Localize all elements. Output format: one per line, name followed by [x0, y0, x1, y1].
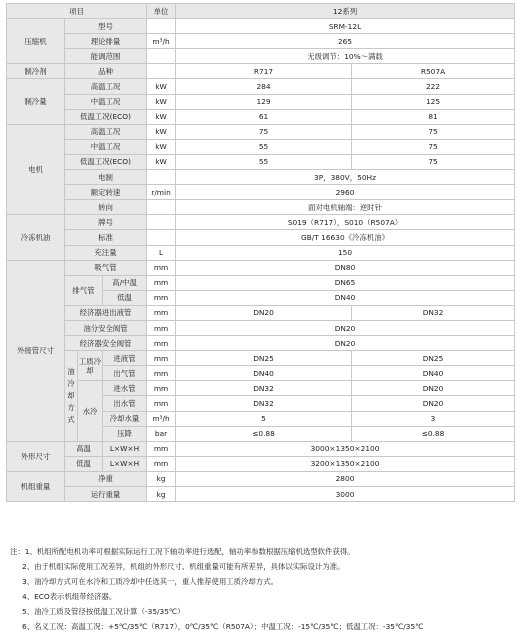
cooling-row-r717: 284: [176, 79, 352, 94]
table-row: [7, 64, 515, 79]
note-line: 注：1、机组所配电机功率可根据实际运行工况下轴功率进行选配，轴功率参数根据压缩机选型软件获得。: [10, 547, 355, 556]
cooling-row-unit: kW: [147, 109, 176, 124]
refrigerant-r717: R717: [176, 64, 352, 79]
table-row: [7, 185, 515, 200]
pressure-r717: ≤0.88: [176, 426, 352, 441]
water-qty-r507a: 3: [352, 411, 515, 426]
in-water-r717: DN32: [176, 381, 352, 396]
header-series: 12系列: [176, 4, 515, 19]
out-gas-r507a: DN40: [352, 366, 515, 381]
dims-low-unit: mm: [147, 456, 176, 471]
discharge-low-unit: mm: [147, 290, 176, 305]
model-unit: [147, 19, 176, 34]
table-row: [7, 487, 515, 502]
out-gas-unit: mm: [147, 366, 176, 381]
oil-label: 冷冻机油: [7, 215, 65, 260]
motor-row-r717: 55: [176, 154, 352, 169]
eco-r507a: DN32: [352, 305, 515, 320]
pressure-unit: bar: [147, 426, 176, 441]
suction-value: DN80: [176, 260, 515, 275]
oil-brand-value: S019（R717），S010（R507A）: [176, 215, 515, 230]
weight-run-label: 运行重量: [65, 487, 147, 502]
table-row: [7, 19, 515, 34]
out-water-unit: mm: [147, 396, 176, 411]
table-row: [7, 79, 515, 94]
table-row: [7, 124, 515, 139]
table-row: [7, 154, 515, 169]
refrigerant-unit: [147, 64, 176, 79]
table-row: [7, 245, 515, 260]
out-water-r507a: DN20: [352, 396, 515, 411]
table-row: [7, 456, 515, 471]
spec-table: [6, 3, 515, 502]
suction-unit: mm: [147, 260, 176, 275]
oil-std-label: 标准: [65, 230, 147, 245]
disp-value: 265: [176, 34, 515, 49]
disp-unit: m³/h: [147, 34, 176, 49]
cooling-row-name: 中温工况: [65, 94, 147, 109]
range-unit: [147, 49, 176, 64]
weight-net-label: 净重: [65, 471, 147, 486]
model-label: 型号: [65, 19, 147, 34]
table-row: [7, 230, 515, 245]
dims-label: 外形尺寸: [7, 441, 65, 471]
water-qty-unit: m³/h: [147, 411, 176, 426]
oil-brand-unit: [147, 215, 176, 230]
header-item: 项目: [7, 4, 147, 19]
motor-row-r507a: 75: [352, 154, 515, 169]
note-line: 5、油冷工质及管径按低温工况计算（-35/35℃）: [22, 607, 185, 616]
cooling-row-r717: 61: [176, 109, 352, 124]
rotation-label: 转向: [65, 200, 147, 215]
motor-label: 电机: [7, 124, 65, 215]
in-liq-r507a: DN25: [352, 351, 515, 366]
table-row: [7, 260, 515, 275]
in-water-r507a: DN20: [352, 381, 515, 396]
cooling-row-r507a: 81: [352, 109, 515, 124]
weight-run-value: 3000: [176, 487, 515, 502]
table-row: [7, 49, 515, 64]
weight-label: 机组重量: [7, 471, 65, 501]
discharge-low-value: DN40: [176, 290, 515, 305]
table-row: [7, 441, 515, 456]
discharge-low-label: 低温: [103, 290, 147, 305]
out-water-label: 出水管: [103, 396, 147, 411]
dims-low-value: 3200×1350×2100: [176, 456, 515, 471]
oil-brand-label: 牌号: [65, 215, 147, 230]
cooling-label: 制冷量: [7, 79, 65, 124]
range-label: 能调范围: [65, 49, 147, 64]
motor-row-r717: 55: [176, 139, 352, 154]
table-row: [7, 471, 515, 486]
table-row: [7, 351, 515, 366]
motor-row-r507a: 75: [352, 139, 515, 154]
refrigerant-label: 制冷剂: [7, 64, 65, 79]
weight-run-unit: kg: [147, 487, 176, 502]
work-fluid-label: 工质冷却: [78, 351, 103, 381]
power-unit: [147, 170, 176, 185]
dims-low-label: 低温: [65, 456, 103, 471]
in-liq-unit: mm: [147, 351, 176, 366]
motor-row-name: 高温工况: [65, 124, 147, 139]
table-row: [7, 94, 515, 109]
motor-row-r507a: 75: [352, 124, 515, 139]
motor-row-unit: kW: [147, 139, 176, 154]
power-value: 3P，380V，50Hz: [176, 170, 515, 185]
speed-value: 2960: [176, 185, 515, 200]
discharge-label: 排气管: [65, 275, 103, 305]
dims-high-unit: mm: [147, 441, 176, 456]
table-row: [7, 275, 515, 290]
weight-net-unit: kg: [147, 471, 176, 486]
table-row: [7, 215, 515, 230]
table-row: [7, 34, 515, 49]
discharge-hm-unit: mm: [147, 275, 176, 290]
oil-std-value: GB/T 16630《冷冻机油》: [176, 230, 515, 245]
note-line: 2、由于机组实际使用工况差异，机组的外形尺寸、机组重量可能有所差异，具体以实际设计为准。: [22, 562, 345, 571]
water-qty-label: 冷却水量: [103, 411, 147, 426]
oil-charge-value: 150: [176, 245, 515, 260]
table-row: [7, 139, 515, 154]
dims-low-lwh: L×W×H: [103, 456, 147, 471]
table-row: [7, 200, 515, 215]
oil-std-unit: [147, 230, 176, 245]
oil-charge-label: 充注量: [65, 245, 147, 260]
pressure-r507a: ≤0.88: [352, 426, 515, 441]
cool-method-label: 油冷却方式: [65, 351, 78, 442]
disp-label: 理论排量: [65, 34, 147, 49]
header-unit: 单位: [147, 4, 176, 19]
table-row: [7, 320, 515, 335]
oilsafe-label: 油分安全阀管: [65, 320, 147, 335]
discharge-hm-value: DN65: [176, 275, 515, 290]
note-line: 6、名义工况：高温工况：+5℃/35℃（R717），0℃/35℃（R507A）；中温工况：-15℃/35℃；低温工况：-35℃/35℃: [22, 622, 424, 631]
dims-high-label: 高温: [65, 441, 103, 456]
cooling-row-name: 低温工况(ECO): [65, 109, 147, 124]
cooling-row-unit: kW: [147, 94, 176, 109]
header-row: [7, 4, 515, 19]
speed-label: 额定转速: [65, 185, 147, 200]
eco-r717: DN20: [176, 305, 352, 320]
cooling-row-r507a: 222: [352, 79, 515, 94]
out-gas-label: 出气管: [103, 366, 147, 381]
out-water-r717: DN32: [176, 396, 352, 411]
out-gas-r717: DN40: [176, 366, 352, 381]
table-row: [7, 305, 515, 320]
cooling-row-name: 高温工况: [65, 79, 147, 94]
pipes-label: 外接管尺寸: [7, 260, 65, 441]
cooling-row-r717: 129: [176, 94, 352, 109]
eco-label: 经济器进出液管: [65, 305, 147, 320]
speed-unit: r/min: [147, 185, 176, 200]
pressure-label: 压降: [103, 426, 147, 441]
refrigerant-type-label: 品种: [65, 64, 147, 79]
in-liq-label: 进液管: [103, 351, 147, 366]
motor-row-unit: kW: [147, 154, 176, 169]
table-row: [7, 381, 515, 396]
motor-row-name: 中温工况: [65, 139, 147, 154]
cooling-row-unit: kW: [147, 79, 176, 94]
discharge-hm-label: 高/中温: [103, 275, 147, 290]
ecosafe-label: 经济器安全阀管: [65, 336, 147, 351]
table-row: [7, 170, 515, 185]
model-value: SRM-12L: [176, 19, 515, 34]
table-row: [7, 336, 515, 351]
rotation-value: 面对电机轴端：逆时针: [176, 200, 515, 215]
in-liq-r717: DN25: [176, 351, 352, 366]
notes: [10, 544, 514, 634]
range-value: 无级调节：10%～满载: [176, 49, 515, 64]
motor-row-unit: kW: [147, 124, 176, 139]
note-line: 4、ECO表示机组带经济器。: [22, 592, 117, 601]
ecosafe-unit: mm: [147, 336, 176, 351]
ecosafe-value: DN20: [176, 336, 515, 351]
weight-net-value: 2800: [176, 471, 515, 486]
table-row: [7, 109, 515, 124]
rotation-unit: [147, 200, 176, 215]
refrigerant-r507a: R507A: [352, 64, 515, 79]
note-line: 3、油冷却方式可在水冷和工质冷却中任选其一，重人推荐使用工质冷却方式。: [22, 577, 278, 586]
water-qty-r717: 5: [176, 411, 352, 426]
eco-unit: mm: [147, 305, 176, 320]
in-water-unit: mm: [147, 381, 176, 396]
power-label: 电制: [65, 170, 147, 185]
oilsafe-unit: mm: [147, 320, 176, 335]
suction-label: 吸气管: [65, 260, 147, 275]
compressor-label: 压缩机: [7, 19, 65, 64]
oilsafe-value: DN20: [176, 320, 515, 335]
motor-row-name: 低温工况(ECO): [65, 154, 147, 169]
dims-high-lwh: L×W×H: [103, 441, 147, 456]
water-label: 水冷: [78, 381, 103, 441]
cooling-row-r507a: 125: [352, 94, 515, 109]
dims-high-value: 3000×1350×2100: [176, 441, 515, 456]
in-water-label: 进水管: [103, 381, 147, 396]
motor-row-r717: 75: [176, 124, 352, 139]
oil-charge-unit: L: [147, 245, 176, 260]
